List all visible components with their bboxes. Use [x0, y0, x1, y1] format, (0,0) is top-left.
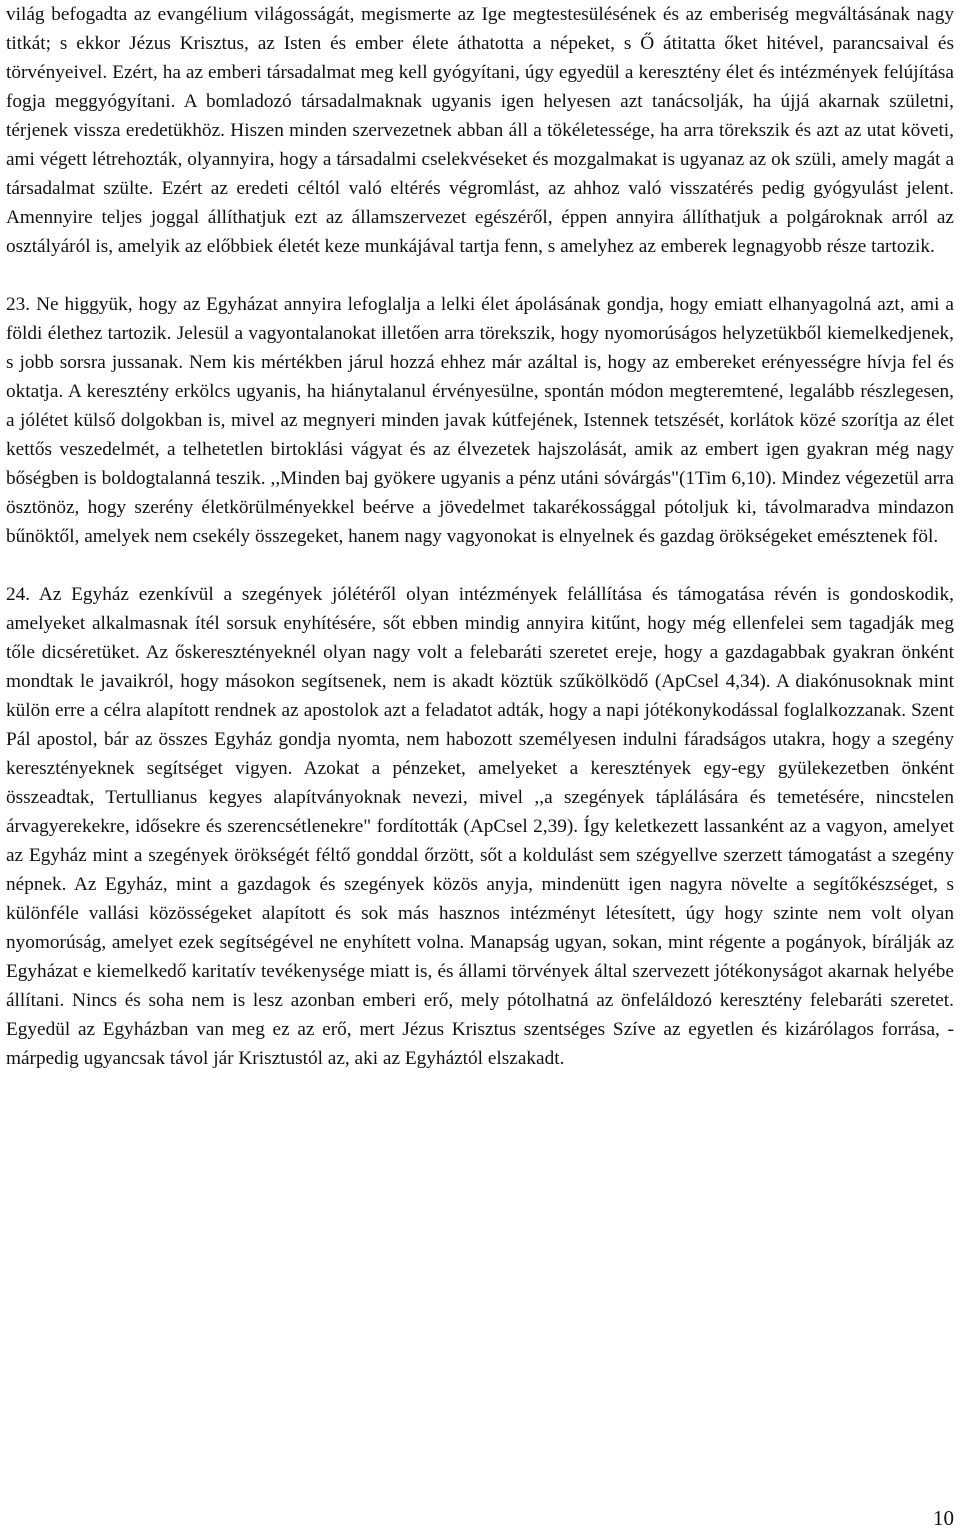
document-page — [6, 0, 954, 1073]
paragraph-gap — [6, 261, 954, 290]
paragraph-gap — [6, 551, 954, 580]
paragraph-continuation: világ befogadta az evangélium világosságát, megismerte az Ige megtestesülésének és az emberiség megváltásának nagy titkát; s ekkor Jézus Krisztus, az Isten és ember élete áthatotta a népeket, s Ő átitatta őket hitével, parancsaival és törvényeivel. Ezért, ha az emberi társadalmat meg kell gyógyítani, úgy egyedül a keresztény élet és intézmények felújítása fogja meggyógyítani. A bomladozó társadalmaknak ugyanis igen helyesen azt tanácsolják, ha újjá akarnak születni, térjenek vissza eredetükhöz. Hiszen minden szervezetnek abban áll a tökéletessége, ha arra törekszik és azt az utat követi, ami végett létrehozták, olyannyira, hogy a társadalmi cselekvéseket és mozgalmakat is ugyanaz az ok szüli, amely magát a társadalmat szülte. Ezért az eredeti céltól való eltérés végromlást, az ahhoz való visszatérés pedig gyógyulást jelent. Amennyire teljes joggal állíthatjuk ezt az államszervezet egészéről, éppen annyira állíthatjuk a polgároknak arról az osztályáról is, amelyik az előbbiek életét keze munkájával tartja fenn, s amelyhez az emberek legnagyobb része tartozik. — [6, 4, 954, 257]
paragraph-24: 24. Az Egyház ezenkívül a szegények jólétéről olyan intézmények felállítása és támogatása révén is gondoskodik, amelyeket alkalmasnak ítél sorsuk enyhítésére, sőt ebben mindig annyira kitűnt, hogy még ellenfelei sem tagadják meg tőle dicséretüket. Az őskeresztényeknél olyan nagy volt a felebaráti szeretet ereje, hogy a gazdagabbak gyakran önként mondtak le javaikról, hogy másokon segítsenek, nem is akadt köztük szűkölködő (ApCsel 4,34). A diakónusoknak mint külön erre a célra alapított rendnek az apostolok azt a feladatot adták, hogy a napi jótékonykodással foglalkozzanak. Szent Pál apostol, bár az összes Egyház gondja nyomta, nem habozott személyesen indulni fáradságos utakra, hogy a szegény keresztényeknek segítséget vigyen. Azokat a pénzeket, amelyeket a keresztények egy-egy gyülekezetben önként összeadtak, Tertullianus kegyes alapítványoknak nevezi, mivel ,,a szegények táplálására és temetésére, nincstelen árvagyerekekre, idősekre és szerencsétlenekre" fordították (ApCsel 2,39). Így keletkezett lassanként az a vagyon, amelyet az Egyház mint a szegények örökségét féltő gonddal őrzött, sőt a koldulást sem szégyellve szerzett támogatást a szegény népnek. Az Egyház, mint a gazdagok és szegények közös anyja, mindenütt igen nagyra növelte a segítőkészséget, s különféle vallási közösségeket alapított és sok más hasznos intézményt létesített, úgy hogy szinte nem volt olyan nyomorúság, amelyet ezek segítségével ne enyhített volna. Manapság ugyan, sokan, mint régente a pogányok, bírálják az Egyházat e kiemelkedő karitatív tevékenysége miatt is, és állami törvények által szervezett jótékonyságot akarnak helyébe állítani. Nincs és soha nem is lesz azonban emberi erő, mely pótolhatná az önfeláldozó keresztény felebaráti szeretet. Egyedül az Egyházban van meg ez az erő, mert Jézus Krisztus szentséges Szíve az egyetlen és kizárólagos forrása, - márpedig ugyancsak távol jár Krisztustól az, aki az Egyháztól elszakadt. — [6, 584, 954, 1069]
paragraph-23: 23. Ne higgyük, hogy az Egyházat annyira lefoglalja a lelki élet ápolásának gondja, hogy emiatt elhanyagolná azt, ami a földi élethez tartozik. Jelesül a vagyontalanokat illetően arra törekszik, hogy nyomorúságos helyzetükből kiemelkedjenek, s jobb sorsra jussanak. Nem kis mértékben járul hozzá ehhez már azáltal is, hogy az embereket erényességre hívja fel és oktatja. A keresztény erkölcs ugyanis, ha hiánytalanul érvényesülne, spontán módon megteremtené, legalább részlegesen, a jólétet külső dolgokban is, mivel az megnyeri minden javak kútfejének, Istennek tetszését, korlátok közé szorítja az élet kettős veszedelmét, a telhetetlen birtoklási vágyat és az élvezetek hajszolását, amik az embert igen gyakran még nagy bőségben is boldogtalanná teszik. ,,Minden baj gyökere ugyanis a pénz utáni sóvárgás"(1Tim 6,10). Mindez végezetül arra ösztönöz, hogy szerény életkörülményekkel beérve a jövedelmet takarékossággal pótoljuk ki, távolmaradva mindazon bűnöktől, amelyek nem csekély összegeket, hanem nagy vagyonokat is elnyelnek és gazdag örökségeket emésztenek föl. — [6, 294, 954, 547]
page-number: 10 — [933, 1506, 954, 1530]
